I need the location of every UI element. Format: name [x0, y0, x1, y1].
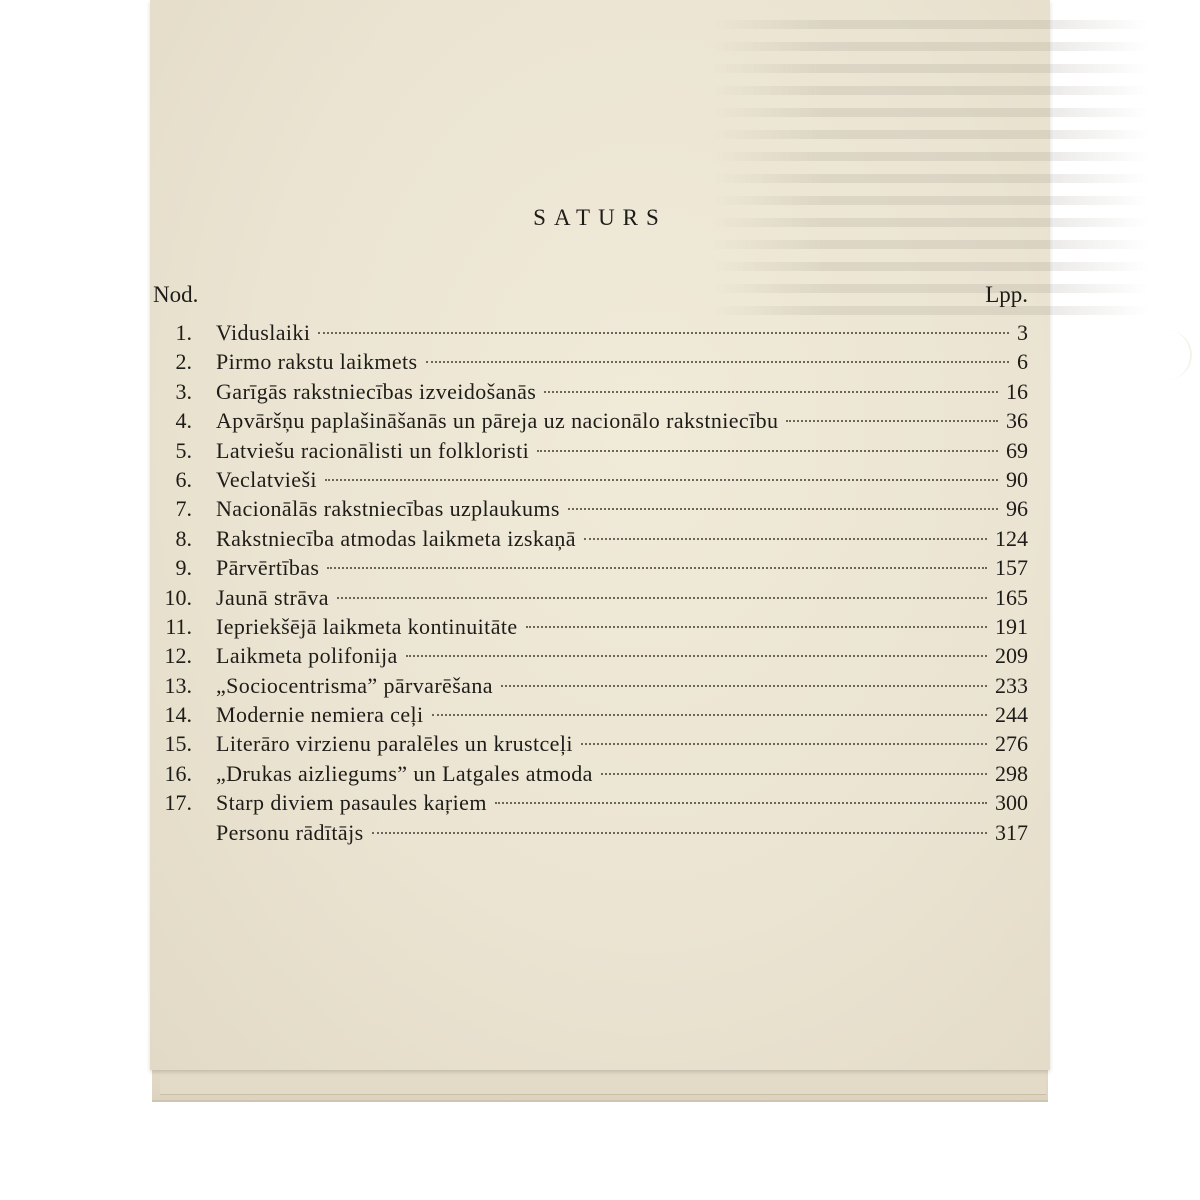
toc-entry — [150, 524, 1050, 553]
toc-entry — [150, 788, 1050, 817]
chapter-number: 16. — [164, 760, 192, 786]
toc-entry — [150, 465, 1050, 494]
dot-leader — [327, 567, 987, 569]
toc-entry-line — [216, 612, 1028, 641]
page-title: SATURS — [533, 205, 667, 230]
toc-entry — [150, 347, 1050, 376]
dot-leader — [786, 420, 998, 422]
binding-thread — [1160, 330, 1192, 380]
dot-leader — [526, 626, 987, 628]
toc-entry — [150, 612, 1050, 641]
dot-leader — [337, 597, 987, 599]
chapter-number: 15. — [164, 731, 192, 757]
dot-leader — [325, 479, 998, 481]
chapter-number: 7. — [175, 496, 192, 522]
chapter-title: Garīgās rakstniecības izveidošanās — [216, 378, 537, 404]
toc-entry-line — [216, 494, 1028, 523]
page-number: 69 — [1006, 437, 1028, 463]
dot-leader — [544, 391, 998, 393]
page-number: 124 — [995, 525, 1028, 551]
toc-entry — [150, 671, 1050, 700]
chapter-title: Laikmeta polifonija — [216, 643, 398, 669]
toc-entry-line — [216, 524, 1028, 553]
chapter-column-header: Nod. — [153, 282, 199, 307]
chapter-number: 2. — [175, 349, 192, 375]
chapter-number: 3. — [175, 378, 192, 404]
toc-entry-line — [216, 729, 1028, 758]
chapter-title: Literāro virzienu paralēles un krustceļi — [216, 731, 573, 757]
toc-entry — [150, 641, 1050, 670]
chapter-number: 1. — [175, 320, 192, 345]
toc-entry — [150, 553, 1050, 582]
page-number: 300 — [995, 790, 1028, 816]
dot-leader — [537, 450, 998, 452]
toc-entry-line — [216, 347, 1028, 376]
chapter-title: Apvāršņu paplašināšanās un pāreja uz nacionālo rakstniecību — [216, 408, 779, 434]
page-number: 36 — [1006, 408, 1028, 434]
dot-leader — [584, 538, 987, 540]
page-number: 317 — [995, 819, 1028, 845]
toc-entry — [150, 759, 1050, 788]
toc-entry-line — [216, 377, 1028, 406]
dot-leader — [406, 655, 987, 657]
table-of-contents — [150, 318, 1050, 847]
page-number: 165 — [995, 584, 1028, 610]
chapter-title: Rakstniecība atmodas laikmeta izskaņā — [216, 525, 576, 551]
page-column-header: Lpp. — [985, 282, 1028, 307]
chapter-title: Starp diviem pasaules kaŗiem — [216, 790, 487, 816]
toc-entry-line — [216, 465, 1028, 494]
page-number: 298 — [995, 760, 1028, 786]
dot-leader — [318, 332, 1009, 334]
dot-leader — [495, 802, 987, 804]
page-number: 6 — [1017, 349, 1028, 375]
book-page — [150, 0, 1050, 1070]
page-number: 96 — [1006, 496, 1028, 522]
chapter-number: 11. — [165, 613, 192, 639]
toc-entry-line — [216, 759, 1028, 788]
chapter-number: 4. — [175, 408, 192, 434]
chapter-title: Personu rādītājs — [216, 819, 364, 845]
dot-leader — [432, 714, 987, 716]
dot-leader — [601, 773, 987, 775]
chapter-title: Veclatvieši — [216, 466, 317, 492]
chapter-number: 14. — [164, 702, 192, 728]
chapter-title: Nacionālās rakstniecības uzplaukums — [216, 496, 560, 522]
chapter-title: Pirmo rakstu laikmets — [216, 349, 418, 375]
chapter-number: 13. — [164, 672, 192, 698]
dot-leader — [372, 832, 987, 834]
chapter-number: 10. — [164, 584, 192, 610]
bleed-through-text — [710, 20, 1150, 320]
toc-entry-line — [216, 406, 1028, 435]
page-number: 191 — [995, 613, 1028, 639]
toc-entry-line — [216, 318, 1028, 347]
page-number: 16 — [1006, 378, 1028, 404]
dot-leader — [426, 361, 1010, 363]
page-number: 276 — [995, 731, 1028, 757]
dot-leader — [581, 743, 987, 745]
toc-entry-line — [216, 671, 1028, 700]
chapter-number: 9. — [175, 555, 192, 581]
toc-entry — [150, 583, 1050, 612]
page-number: 233 — [995, 672, 1028, 698]
dot-leader — [568, 508, 998, 510]
toc-entry — [150, 818, 1050, 847]
toc-entry-line — [216, 553, 1028, 582]
toc-entry — [150, 436, 1050, 465]
chapter-title: Latviešu racionālisti un folkloristi — [216, 437, 530, 463]
toc-entry-line — [216, 700, 1028, 729]
toc-entry — [150, 377, 1050, 406]
page-number: 90 — [1006, 466, 1028, 492]
chapter-title: Modernie nemiera ceļi — [216, 702, 424, 728]
chapter-number: 12. — [164, 643, 192, 669]
toc-entry — [150, 700, 1050, 729]
toc-entry — [150, 729, 1050, 758]
page-number: 3 — [1017, 320, 1028, 345]
toc-entry-line — [216, 436, 1028, 465]
page-number: 244 — [995, 702, 1028, 728]
toc-entry — [150, 494, 1050, 523]
toc-entry — [150, 406, 1050, 435]
dot-leader — [501, 685, 987, 687]
chapter-number: 17. — [164, 790, 192, 816]
toc-entry-line — [216, 583, 1028, 612]
chapter-title: Pārvērtības — [216, 555, 320, 581]
chapter-title: Iepriekšējā laikmeta kontinuitāte — [216, 613, 518, 639]
page-number: 157 — [995, 555, 1028, 581]
chapter-number: 5. — [175, 437, 192, 463]
toc-entry-line — [216, 788, 1028, 817]
chapter-title: „Drukas aizliegums” un Latgales atmoda — [216, 760, 593, 786]
chapter-title: „Sociocentrisma” pārvarēšana — [216, 672, 493, 698]
chapter-number: 6. — [175, 466, 192, 492]
toc-entry-line — [216, 818, 1028, 847]
chapter-title: Viduslaiki — [216, 320, 311, 345]
toc-entry — [150, 318, 1050, 347]
toc-entry-line — [216, 641, 1028, 670]
chapter-number: 8. — [175, 525, 192, 551]
chapter-title: Jaunā strāva — [216, 584, 329, 610]
page-number: 209 — [995, 643, 1028, 669]
